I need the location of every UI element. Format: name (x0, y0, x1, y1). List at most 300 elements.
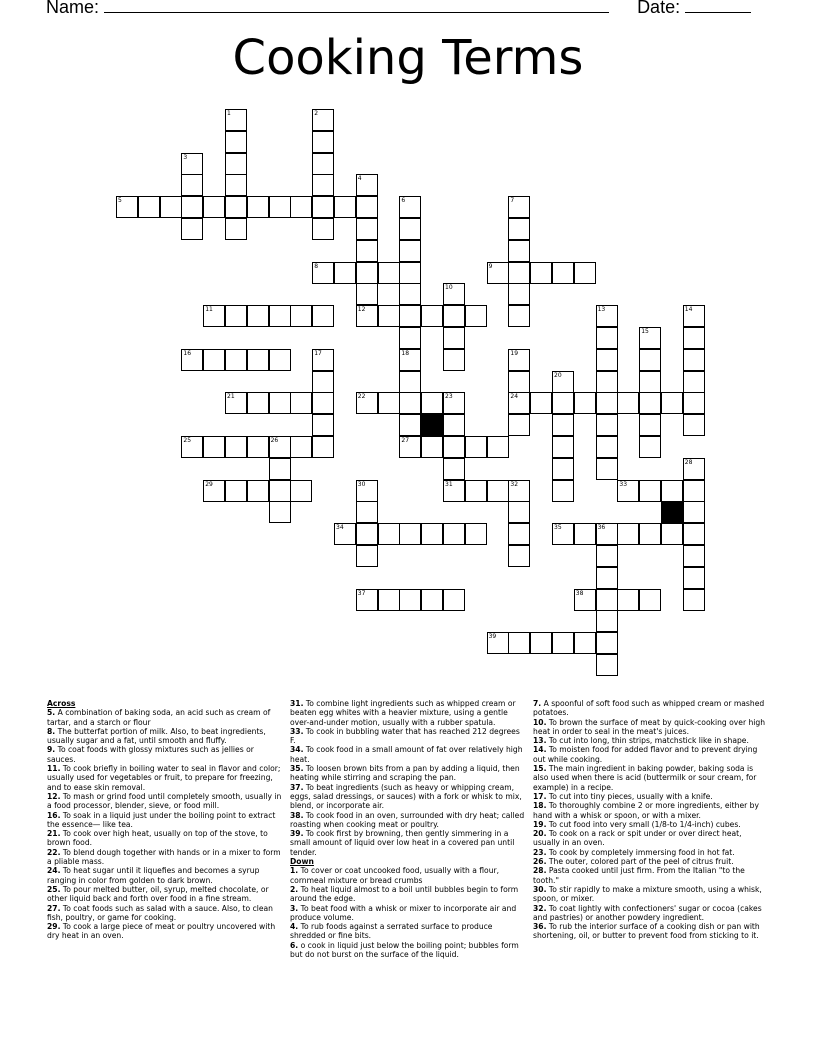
grid-cell[interactable] (421, 392, 443, 414)
grid-cell[interactable] (443, 414, 465, 436)
across-clue (47, 811, 282, 830)
grid-cell[interactable] (596, 654, 618, 676)
grid-cell[interactable] (465, 436, 487, 458)
name-label: Name: (46, 0, 100, 17)
down-clue (290, 941, 525, 960)
grid-cell[interactable] (356, 196, 378, 218)
grid-cell[interactable] (421, 523, 443, 545)
clue-text: To cook on a rack or spit under or over direct heat, usually in an oven. (533, 829, 742, 848)
grid-cell[interactable] (203, 349, 225, 371)
grid-cell[interactable] (683, 349, 705, 371)
grid-cell[interactable] (596, 610, 618, 632)
grid-cell[interactable] (312, 109, 334, 131)
grid-cell[interactable] (683, 327, 705, 349)
grid-cell[interactable] (508, 392, 530, 414)
grid-cell[interactable] (181, 196, 203, 218)
down-clue (533, 718, 768, 737)
grid-cell[interactable] (639, 589, 661, 611)
grid-cell[interactable] (574, 589, 596, 611)
down-clue (533, 904, 768, 923)
across-clue (47, 848, 282, 867)
grid-cell[interactable] (181, 349, 203, 371)
grid-cell[interactable] (508, 349, 530, 371)
grid-cell[interactable] (225, 392, 247, 414)
grid-cell[interactable] (639, 349, 661, 371)
grid-cell[interactable] (508, 240, 530, 262)
grid-cell[interactable] (508, 283, 530, 305)
grid-cell[interactable] (683, 414, 705, 436)
clue-number: 1. (290, 866, 299, 876)
grid-cell[interactable] (225, 153, 247, 175)
grid-cell[interactable] (574, 632, 596, 654)
grid-cell[interactable] (639, 371, 661, 393)
grid-cell[interactable] (530, 262, 552, 284)
clue-number: 11. (47, 764, 61, 774)
cell-number: 22 (357, 393, 366, 401)
grid-cell[interactable] (508, 196, 530, 218)
clue-number: 28. (533, 866, 547, 876)
grid-cell[interactable] (617, 480, 639, 502)
clue-number: 26. (533, 857, 547, 867)
grid-cell[interactable] (312, 262, 334, 284)
grid-cell[interactable] (138, 196, 160, 218)
grid-cell[interactable] (596, 305, 618, 327)
grid-cell[interactable] (596, 349, 618, 371)
grid-cell[interactable] (443, 305, 465, 327)
grid-cell[interactable] (312, 218, 334, 240)
grid-cell[interactable] (617, 392, 639, 414)
grid-cell[interactable] (247, 480, 269, 502)
grid-cell[interactable] (639, 327, 661, 349)
cell-number: 6 (401, 197, 406, 205)
grid-cell[interactable] (552, 414, 574, 436)
cell-number: 2 (314, 110, 319, 117)
clue-text: The outer, colored part of the peel of citrus fruit. (548, 857, 734, 867)
grid-cell[interactable] (312, 131, 334, 153)
grid-cell[interactable] (508, 480, 530, 502)
grid-cell[interactable] (269, 501, 291, 523)
grid-cell[interactable] (247, 349, 269, 371)
across-clue (47, 922, 282, 941)
grid-cell[interactable] (683, 545, 705, 567)
grid-cell[interactable] (683, 371, 705, 393)
cell-number: 29 (205, 480, 213, 488)
clue-text: To pour melted butter, oil, syrup, melted chocolate, or other liquid back and forth over food in a fine stream. (47, 884, 269, 904)
grid-cell[interactable] (683, 305, 705, 327)
black-square (421, 414, 443, 436)
grid-cell[interactable] (530, 632, 552, 654)
grid-cell[interactable] (181, 174, 203, 196)
grid-cell[interactable] (443, 283, 465, 305)
grid-cell[interactable] (399, 371, 421, 393)
grid-cell[interactable] (312, 436, 334, 458)
grid-cell[interactable] (399, 589, 421, 611)
clue-text: To cook briefly in boiling water to seal in flavor and color; usually used for vegetables or fruit, to prepare for freezing, and to ease skin removal. (47, 764, 281, 792)
puzzle-title: Cooking Terms (232, 30, 584, 86)
down-clue (533, 764, 768, 792)
grid-cell[interactable] (421, 436, 443, 458)
grid-cell[interactable] (269, 480, 291, 502)
down-clue (533, 736, 768, 745)
clue-text: To coat foods such as salad with a sauce. Also, to clean fish, poultry, or game for cooking. (47, 903, 273, 922)
grid-cell[interactable] (399, 196, 421, 218)
grid-cell[interactable] (269, 458, 291, 480)
clue-text: o cook in liquid just below the boiling point; bubbles form but do not burst on the surface of the liquid. (290, 940, 519, 960)
grid-cell[interactable] (399, 436, 421, 458)
grid-cell[interactable] (356, 392, 378, 414)
grid-cell[interactable] (312, 196, 334, 218)
cell-number: 34 (336, 524, 344, 532)
grid-cell[interactable] (443, 480, 465, 502)
cell-number: 10 (445, 284, 453, 292)
across-clue (47, 745, 282, 764)
grid-cell[interactable] (225, 109, 247, 131)
across-clue (47, 866, 282, 885)
clue-text: To coat lightly with confectioners' sugar or cocoa (cakes and pastries) or another powdery ingredient. (533, 903, 762, 922)
grid-cell[interactable] (487, 262, 509, 284)
grid-cell[interactable] (465, 305, 487, 327)
grid-cell[interactable] (399, 305, 421, 327)
grid-cell[interactable] (378, 589, 400, 611)
grid-cell[interactable] (639, 436, 661, 458)
grid-cell[interactable] (596, 327, 618, 349)
down-clue (533, 792, 768, 801)
clue-text: To loosen brown bits from a pan by adding a liquid, then heating while stirring and scraping the pan. (290, 764, 520, 783)
grid-cell[interactable] (596, 436, 618, 458)
grid-cell[interactable] (269, 349, 291, 371)
across-clue (290, 727, 525, 746)
grid-cell[interactable] (574, 262, 596, 284)
grid-cell[interactable] (203, 305, 225, 327)
grid-cell[interactable] (312, 414, 334, 436)
grid-cell[interactable] (617, 523, 639, 545)
clue-number: 14. (533, 745, 547, 755)
grid-cell[interactable] (181, 153, 203, 175)
cell-number: 17 (314, 349, 322, 357)
grid-cell[interactable] (443, 589, 465, 611)
grid-cell[interactable] (356, 262, 378, 284)
grid-cell[interactable] (443, 392, 465, 414)
grid-cell[interactable] (399, 349, 421, 371)
clue-number: 20. (533, 829, 547, 839)
across-clue (290, 764, 525, 783)
grid-cell[interactable] (596, 414, 618, 436)
clue-number: 4. (290, 922, 299, 932)
grid-cell[interactable] (596, 392, 618, 414)
down-clue (533, 922, 768, 941)
down-clue (290, 866, 525, 885)
grid-cell[interactable] (356, 480, 378, 502)
grid-cell[interactable] (639, 480, 661, 502)
grid-cell[interactable] (639, 392, 661, 414)
date-label: Date: (637, 0, 681, 17)
grid-cell[interactable] (203, 436, 225, 458)
grid-cell[interactable] (312, 392, 334, 414)
grid-cell[interactable] (399, 392, 421, 414)
grid-cell[interactable] (247, 392, 269, 414)
grid-cell[interactable] (160, 196, 182, 218)
grid-cell[interactable] (596, 545, 618, 567)
grid-cell[interactable] (421, 589, 443, 611)
grid-cell[interactable] (596, 567, 618, 589)
grid-cell[interactable] (203, 480, 225, 502)
grid-cell[interactable] (443, 349, 465, 371)
grid-cell[interactable] (356, 283, 378, 305)
clue-text: To cook food in a small amount of fat over relatively high heat. (290, 745, 523, 764)
clues-column-1 (47, 699, 282, 941)
clue-text: To cut into tiny pieces, usually with a knife. (548, 791, 713, 801)
clue-text: To blend dough together with hands or in a mixer to form a pliable mass. (47, 847, 281, 867)
down-clue (533, 829, 768, 848)
cell-number: 14 (684, 306, 693, 314)
clue-text: To mash or grind food until completely smooth, usually in a food processor, blender, sieve, or food mill. (47, 791, 282, 811)
cell-number: 20 (554, 371, 562, 379)
grid-cell[interactable] (378, 392, 400, 414)
grid-cell[interactable] (312, 371, 334, 393)
grid-cell[interactable] (225, 218, 247, 240)
clue-text: To rub the interior surface of a cooking dish or pan with shortening, oil, or butter to prevent food from sticking to it. (533, 922, 760, 941)
grid-cell[interactable] (508, 414, 530, 436)
cell-number: 11 (205, 306, 213, 314)
across-clue (47, 904, 282, 923)
cell-number: 4 (357, 175, 362, 183)
grid-cell[interactable] (378, 523, 400, 545)
grid-cell[interactable] (487, 632, 509, 654)
grid-cell[interactable] (356, 523, 378, 545)
grid-cell[interactable] (639, 414, 661, 436)
grid-cell[interactable] (596, 458, 618, 480)
cell-number: 1 (227, 110, 231, 117)
grid-cell[interactable] (508, 545, 530, 567)
grid-cell[interactable] (116, 196, 138, 218)
grid-cell[interactable] (378, 305, 400, 327)
grid-cell[interactable] (596, 371, 618, 393)
grid-cell[interactable] (552, 262, 574, 284)
grid-cell[interactable] (421, 305, 443, 327)
grid-cell[interactable] (596, 589, 618, 611)
cell-number: 25 (183, 437, 192, 444)
clue-text: To cook by completely immersing food in hot fat. (548, 847, 735, 857)
grid-cell[interactable] (596, 523, 618, 545)
down-clue (290, 904, 525, 923)
clue-text: A spoonful of soft food such as whipped cream or mashed potatoes. (533, 699, 765, 718)
grid-cell[interactable] (683, 458, 705, 480)
clue-text: To cook food in an oven, surrounded with dry heat; called roasting when cooking meat or poultry. (290, 810, 525, 829)
grid-cell[interactable] (334, 523, 356, 545)
grid-cell[interactable] (508, 305, 530, 327)
down-clue (290, 885, 525, 904)
grid-cell[interactable] (443, 458, 465, 480)
grid-cell[interactable] (530, 392, 552, 414)
grid-cell[interactable] (683, 392, 705, 414)
across-clue (290, 745, 525, 764)
clue-number: 25. (47, 884, 61, 894)
clue-text: To cut into long, thin strips, matchstick like in shape. (548, 736, 749, 746)
grid-cell[interactable] (356, 174, 378, 196)
grid-cell[interactable] (269, 196, 291, 218)
grid-cell[interactable] (508, 632, 530, 654)
across-clue (47, 764, 282, 792)
clue-number: 23. (533, 847, 547, 857)
grid-cell[interactable] (552, 480, 574, 502)
grid-cell[interactable] (378, 262, 400, 284)
clue-text: To coat foods with glossy mixtures such as jellies or sauces. (47, 745, 254, 764)
across-clue (290, 829, 525, 857)
grid-cell[interactable] (552, 392, 574, 414)
grid-cell[interactable] (683, 501, 705, 523)
down-clue (533, 857, 768, 866)
clue-text: To cook a large piece of meat or poultry uncovered with dry heat in an oven. (47, 922, 276, 941)
grid-cell[interactable] (399, 327, 421, 349)
grid-cell[interactable] (552, 371, 574, 393)
grid-cell[interactable] (639, 523, 661, 545)
down-clue (533, 699, 768, 718)
across-clue (47, 727, 282, 746)
cell-number: 30 (357, 480, 366, 488)
grid-cell[interactable] (247, 436, 269, 458)
cell-number: 7 (510, 197, 515, 205)
grid-cell[interactable] (508, 262, 530, 284)
grid-cell[interactable] (399, 262, 421, 284)
grid-cell[interactable] (356, 305, 378, 327)
grid-cell[interactable] (683, 480, 705, 502)
grid-cell[interactable] (443, 436, 465, 458)
grid-cell[interactable] (356, 240, 378, 262)
grid-cell[interactable] (508, 501, 530, 523)
grid-cell[interactable] (356, 589, 378, 611)
grid-cell[interactable] (574, 523, 596, 545)
grid-cell[interactable] (312, 349, 334, 371)
grid-cell[interactable] (399, 414, 421, 436)
clue-number: 29. (47, 922, 61, 932)
clue-number: 18. (533, 801, 547, 811)
clue-number: 15. (533, 764, 547, 774)
grid-cell[interactable] (290, 305, 312, 327)
clue-number: 36. (533, 922, 547, 932)
clue-text: To heat sugar until it liquefies and becomes a syrup ranging in color from golden to dark brown. (47, 866, 260, 885)
clue-number: 19. (533, 819, 547, 829)
clue-number: 8. (47, 726, 56, 736)
grid-cell[interactable] (508, 218, 530, 240)
cell-number: 5 (118, 197, 122, 205)
across-clue (47, 708, 282, 727)
grid-cell[interactable] (225, 196, 247, 218)
cell-number: 37 (357, 589, 366, 597)
clue-number: 3. (290, 903, 299, 913)
grid-cell[interactable] (181, 436, 203, 458)
across-heading: Across (47, 699, 76, 708)
grid-cell[interactable] (465, 480, 487, 502)
grid-cell[interactable] (203, 196, 225, 218)
grid-cell[interactable] (552, 458, 574, 480)
grid-cell[interactable] (269, 305, 291, 327)
grid-cell[interactable] (290, 196, 312, 218)
grid-cell[interactable] (443, 327, 465, 349)
grid-cell[interactable] (225, 131, 247, 153)
clue-number: 33. (290, 726, 304, 736)
grid-cell[interactable] (552, 436, 574, 458)
grid-cell[interactable] (552, 632, 574, 654)
grid-cell[interactable] (596, 632, 618, 654)
grid-cell[interactable] (465, 523, 487, 545)
grid-cell[interactable] (356, 545, 378, 567)
grid-cell[interactable] (399, 523, 421, 545)
grid-cell[interactable] (225, 305, 247, 327)
grid-cell[interactable] (247, 305, 269, 327)
cell-number: 38 (575, 589, 584, 597)
clue-text: To beat food with a whisk or mixer to incorporate air and produce volume. (290, 903, 517, 922)
grid-cell[interactable] (225, 480, 247, 502)
cell-number: 27 (401, 437, 410, 444)
across-clue (290, 811, 525, 830)
cell-number: 3 (183, 153, 188, 161)
grid-cell[interactable] (312, 153, 334, 175)
grid-cell[interactable] (334, 262, 356, 284)
grid-cell[interactable] (487, 436, 509, 458)
clue-number: 38. (290, 810, 304, 820)
grid-cell[interactable] (683, 523, 705, 545)
grid-cell[interactable] (247, 196, 269, 218)
grid-cell[interactable] (225, 174, 247, 196)
grid-cell[interactable] (683, 567, 705, 589)
grid-cell[interactable] (269, 436, 291, 458)
grid-cell[interactable] (574, 392, 596, 414)
grid-cell[interactable] (508, 523, 530, 545)
cell-number: 12 (357, 306, 366, 314)
cell-number: 21 (227, 393, 235, 401)
grid-cell[interactable] (443, 523, 465, 545)
cell-number: 36 (597, 524, 606, 532)
grid-cell[interactable] (399, 218, 421, 240)
grid-cell[interactable] (312, 174, 334, 196)
cell-number: 28 (684, 458, 693, 466)
grid-cell[interactable] (312, 305, 334, 327)
cell-number: 19 (510, 349, 519, 357)
grid-cell[interactable] (356, 218, 378, 240)
grid-cell[interactable] (290, 392, 312, 414)
clue-text: To moisten food for added flavor and to prevent drying out while cooking. (533, 745, 758, 764)
grid-cell[interactable] (399, 240, 421, 262)
clue-text: To combine light ingredients such as whipped cream or beaten egg whites with a heavier mixture, using a gentle over-and-under motion, usually with a rubber spatula. (290, 699, 516, 727)
down-clue (533, 820, 768, 829)
grid-cell[interactable] (290, 436, 312, 458)
grid-cell[interactable] (225, 436, 247, 458)
clue-text: To cut food into very small (1/8-to 1/4-inch) cubes. (548, 819, 741, 829)
grid-cell[interactable] (661, 523, 683, 545)
grid-cell[interactable] (487, 480, 509, 502)
grid-cell[interactable] (334, 196, 356, 218)
grid-cell[interactable] (661, 480, 683, 502)
across-clue (47, 792, 282, 811)
clue-text: To cook first by browning, then gently simmering in a small amount of liquid over low heat in a covered pan until tender. (290, 829, 515, 857)
clue-number: 9. (47, 745, 56, 755)
grid-cell[interactable] (399, 283, 421, 305)
grid-cell[interactable] (356, 501, 378, 523)
cell-number: 23 (445, 393, 453, 401)
grid-cell[interactable] (290, 480, 312, 502)
grid-cell[interactable] (181, 218, 203, 240)
across-clue (290, 783, 525, 811)
grid-cell[interactable] (552, 523, 574, 545)
grid-cell[interactable] (683, 589, 705, 611)
grid-cell[interactable] (661, 392, 683, 414)
clue-text: To rub foods against a serrated surface to produce shredded or fine bits. (290, 922, 493, 941)
grid-cell[interactable] (225, 349, 247, 371)
grid-cell[interactable] (617, 589, 639, 611)
grid-cell[interactable] (508, 371, 530, 393)
grid-cell[interactable] (269, 392, 291, 414)
clue-number: 6. (290, 940, 299, 950)
